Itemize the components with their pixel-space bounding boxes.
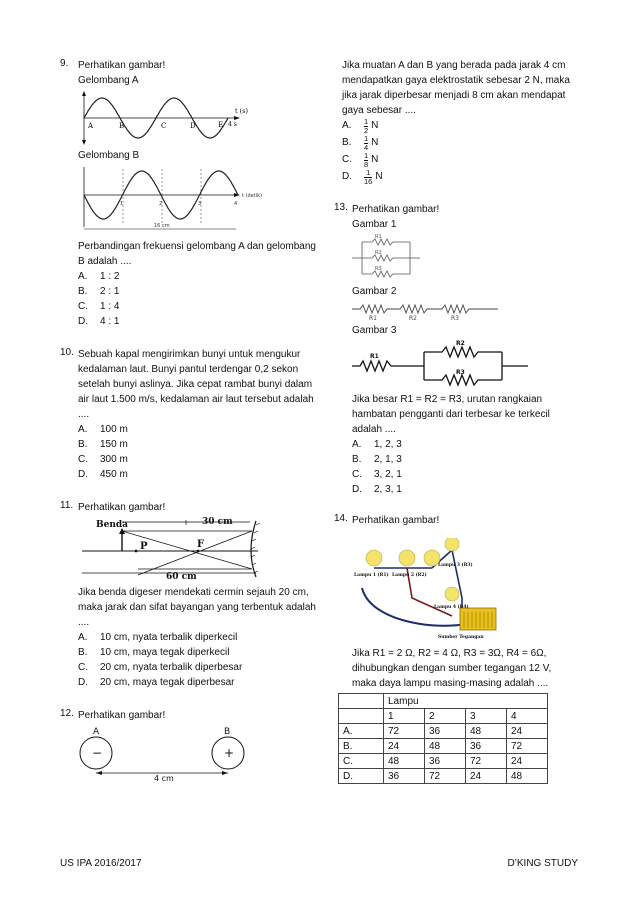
distance-label: 4 cm [154, 774, 174, 781]
question-stem: Jika muatan A dan B yang berada pada jarak 4 cm mendapatkan gaya elektrostatik sebesar 2 N, maka jika jarak diperbesar menjadi 8 cm akan mendapat gaya sebesar .... [342, 60, 570, 116]
option-d[interactable]: D. 4 : 1 [78, 316, 120, 327]
option-b[interactable]: B. 2, 1, 3 [352, 454, 402, 465]
table-row-option-d[interactable]: D. 36 72 24 48 [339, 769, 548, 784]
option-a[interactable]: A. 1, 2, 3 [352, 439, 402, 450]
circuit-1-figure [352, 234, 422, 282]
table-row-option-a[interactable]: A. 72 36 48 24 [339, 724, 548, 739]
wave-a-label: Gelombang A [78, 75, 139, 86]
charge-a-label: A [93, 727, 100, 737]
table-header: Lampu [384, 694, 548, 709]
wave-b-label: Gelombang B [78, 150, 140, 161]
lamp-3-label: Lampu 3 (R3) [438, 563, 473, 568]
question-14 [334, 513, 574, 784]
footer-left: US IPA 2016/2017 [60, 858, 142, 869]
svg-text:R1: R1 [370, 353, 379, 360]
question-stem: Jika R1 = 2 Ω, R2 = 4 Ω, R3 = 3Ω, R4 = 6Ω, dihubungkan dengan sumber tegangan 12 V, maka daya lampu masing-masing adalah .... [352, 648, 552, 689]
svg-text:R3: R3 [451, 315, 459, 321]
tick-label: 4 [234, 201, 238, 207]
option-c[interactable]: C. 20 cm, nyata terbalik diperbesar [78, 662, 243, 673]
point-b-label: B [119, 122, 125, 130]
option-b[interactable]: B. 2 : 1 [78, 286, 120, 297]
object-label: Benda [96, 520, 129, 530]
right-column [334, 58, 574, 784]
question-prompt: Perhatikan gambar! [78, 710, 166, 721]
option-d[interactable]: D. 2, 3, 1 [352, 484, 402, 495]
option-c[interactable]: C. 3, 2, 1 [352, 469, 402, 480]
question-11 [60, 500, 320, 690]
question-number: 12. [60, 708, 74, 719]
lamp-4-label: Lampu 4 (R4) [434, 605, 469, 610]
option-b[interactable]: B. 10 cm, maya tegak diperkecil [78, 647, 230, 658]
question-prompt: Perhatikan gambar! [352, 204, 440, 215]
question-prompt: Perhatikan gambar! [78, 60, 166, 71]
time-axis-label: t (s) [235, 107, 249, 115]
question-number: 9. [60, 58, 69, 69]
question-9 [60, 58, 320, 329]
plus-sign: + [224, 746, 235, 760]
question-stem: Jika besar R1 = R2 = R3, urutan rangkaian hambatan pengganti dari terbesar ke terkecil adalah .... [352, 394, 550, 435]
time-value-label: 4 s [228, 121, 237, 128]
circuit-2-figure [352, 301, 500, 321]
length-label: 16 cm [154, 223, 170, 229]
question-number: 13. [334, 202, 348, 213]
question-number: 10. [60, 347, 74, 358]
circuit-3-label: Gambar 3 [352, 325, 397, 336]
answer-table [338, 693, 548, 784]
option-a[interactable]: A. 100 m [78, 424, 128, 435]
charge-b-label: B [224, 727, 231, 737]
point-e-label: E [218, 121, 224, 129]
time-axis-label: t (detik) [242, 193, 262, 199]
tick-label: 2 [159, 201, 163, 207]
option-d[interactable]: D. 20 cm, maya tegak diperbesar [78, 677, 235, 688]
point-d-label: D [190, 122, 196, 130]
circuit-1-label: Gambar 1 [352, 219, 397, 230]
circuit-3-figure [352, 340, 532, 388]
question-13 [334, 202, 574, 497]
charges-figure [78, 725, 258, 781]
wave-b-figure [78, 165, 278, 235]
lamp-2-label: Lampu 2 (R2) [392, 573, 427, 578]
svg-text:R3: R3 [375, 266, 382, 272]
question-stem: Sebuah kapal mengirimkan bunyi untuk mengukur kedalaman laut. Bunyi pantul terdengar 0,2 sekon setelah bunyi aslinya. Jika cepat rambat bunyi dalam air laut 1.500 m/s, kedalaman air laut tersebut adalah .... [78, 349, 314, 420]
source-label: Sumber Tegangan [438, 635, 484, 640]
question-stem: Perbandingan frekuensi gelombang A dan gelombang B adalah .... [78, 241, 316, 267]
option-a[interactable]: A. 10 cm, nyata terbalik diperkecil [78, 632, 238, 643]
point-f-label: F [197, 539, 205, 550]
svg-text:R2: R2 [375, 250, 382, 256]
question-prompt: Perhatikan gambar! [352, 515, 440, 526]
minus-sign: − [92, 746, 103, 760]
option-b[interactable]: B. $\frac{1}{4}$ N [342, 134, 379, 152]
question-12 [60, 708, 320, 781]
concave-mirror-figure [78, 517, 268, 579]
option-c[interactable]: C. $\frac{1}{8}$ N [342, 151, 379, 169]
point-a-label: A [88, 122, 94, 130]
svg-text:R2: R2 [456, 340, 465, 347]
wave-a-figure [78, 90, 253, 146]
point-c-label: C [161, 122, 167, 130]
circuit-2-label: Gambar 2 [352, 286, 397, 297]
question-10 [60, 347, 320, 482]
table-row: 1 2 3 4 [339, 709, 548, 724]
point-p-label: P [140, 541, 148, 552]
option-d[interactable]: D. $\frac{1}{16}$ N [342, 168, 383, 186]
option-b[interactable]: B. 150 m [78, 439, 128, 450]
tick-label: 3 [198, 201, 202, 207]
option-c[interactable]: C. 1 : 4 [78, 301, 120, 312]
left-column [60, 58, 320, 783]
question-stem: Jika benda digeser mendekati cermin sejauh 20 cm, maka jarak dan sifat bayangan yang terbentuk adalah .... [78, 587, 316, 628]
footer-right: D’KING STUDY [507, 858, 578, 869]
distance-60-label: 60 cm [166, 572, 197, 579]
lamp-circuit-figure [352, 538, 502, 642]
option-d[interactable]: D. 450 m [78, 469, 128, 480]
svg-text:R1: R1 [369, 315, 377, 321]
question-prompt: Perhatikan gambar! [78, 502, 166, 513]
question-12-continued [334, 58, 574, 186]
distance-30-label: 30 cm [202, 517, 233, 527]
option-c[interactable]: C. 300 m [78, 454, 128, 465]
table-row-option-b[interactable]: B. 24 48 36 72 [339, 739, 548, 754]
svg-text:R2: R2 [409, 315, 417, 321]
option-a[interactable]: A. $\frac{1}{2}$ N [342, 117, 379, 135]
tick-label: 1 [120, 201, 124, 207]
question-number: 14. [334, 513, 348, 524]
lamp-1-label: Lampu 1 (R1) [354, 573, 389, 578]
table-row-option-c[interactable]: C. 48 36 72 24 [339, 754, 548, 769]
svg-text:R1: R1 [375, 234, 382, 240]
question-number: 11. [60, 500, 74, 511]
option-a[interactable]: A. 1 : 2 [78, 271, 120, 282]
svg-text:R3: R3 [456, 369, 465, 376]
